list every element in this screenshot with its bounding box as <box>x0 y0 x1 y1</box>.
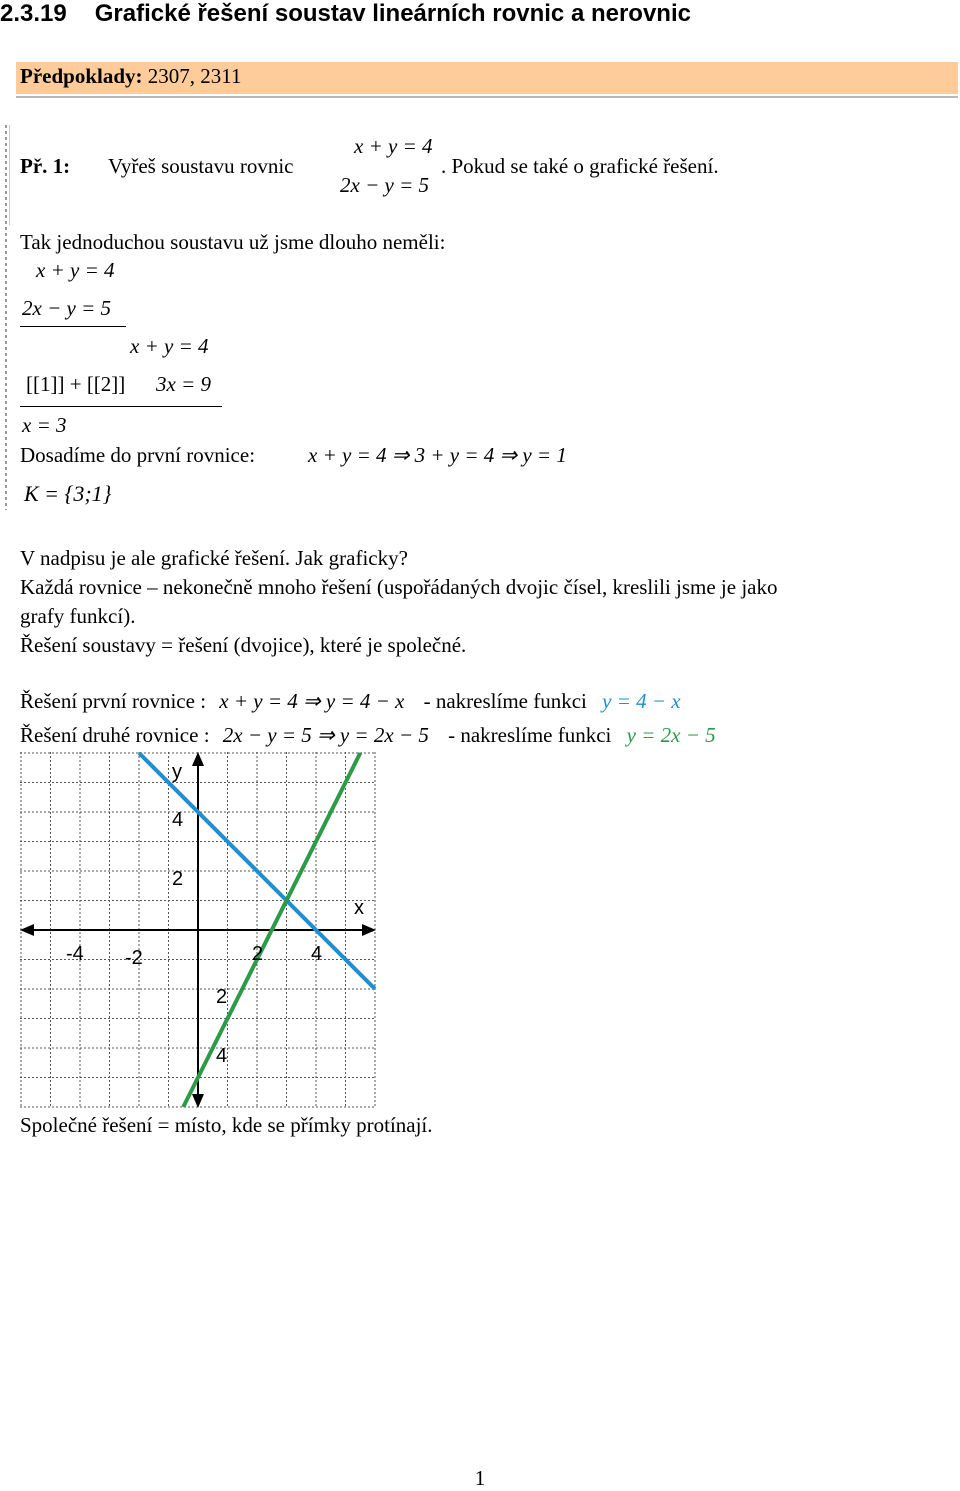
row-eq2-text: 3x = 9 <box>156 372 211 396</box>
substitution-math <box>308 443 567 468</box>
result-x <box>22 413 67 438</box>
row-eq1 <box>130 334 208 359</box>
example-margin-rule <box>5 125 7 510</box>
system-eq1-text: x + y = 4 <box>36 258 115 282</box>
example-eq1-text: x + y = 4 <box>354 134 433 158</box>
result-x-text: x = 3 <box>22 413 67 437</box>
x-axis-label: x <box>354 897 364 919</box>
paragraph-3: Řešení soustavy = řešení (dvojice), které je společné. <box>20 633 467 657</box>
system-underline <box>20 326 126 327</box>
example-margin-rule-inner <box>9 125 10 225</box>
system-eq2-text: 2x − y = 5 <box>22 296 111 320</box>
conclusion: Společné řešení = místo, kde se přímky protínají. <box>20 1113 433 1137</box>
prerequisites-divider <box>16 96 958 98</box>
page-heading <box>0 0 691 28</box>
y-tick-label: 2 <box>216 986 228 1008</box>
section-number: 2.3.19 <box>0 0 67 27</box>
second-equation-line <box>20 723 716 748</box>
x-tick-label: 2 <box>252 943 264 965</box>
first-equation-line <box>20 689 681 714</box>
substitution-text: Dosadíme do první rovnice: <box>20 443 256 467</box>
first-equation-tail: - nakreslíme funkci <box>423 689 587 713</box>
second-equation-label: Řešení druhé rovnice : <box>20 723 210 747</box>
system-eq2 <box>22 296 111 321</box>
first-function: y = 4 − x <box>602 689 681 713</box>
prerequisites-value: 2307, 2311 <box>147 64 242 88</box>
second-equation-tail: - nakreslíme funkci <box>448 723 612 747</box>
y-tick-label: 4 <box>172 809 184 831</box>
first-equation-label: Řešení první rovnice : <box>20 689 207 713</box>
paragraph-2b: grafy funkcí). <box>20 604 136 628</box>
system-eq1 <box>36 258 114 283</box>
example-task: Vyřeš soustavu rovnic <box>108 154 294 178</box>
example-label: Př. 1: <box>20 154 71 178</box>
section-title: Grafické řešení soustav lineárních rovnic a nerovnic <box>94 0 691 27</box>
y-axis-label: y <box>172 761 182 783</box>
page-number: 1 <box>474 1466 486 1490</box>
x-axis-arrow-left <box>20 924 34 936</box>
second-function: y = 2x − 5 <box>626 723 716 747</box>
row-eq1-text: x + y = 4 <box>130 334 209 358</box>
paragraph-2: Každá rovnice – nekonečně mnoho řešení (uspořádaných dvojic čísel, kreslili jsme je jako <box>20 575 778 599</box>
example-eq1 <box>354 134 432 159</box>
paragraph-1: V nadpisu je ale grafické řešení. Jak graficky? <box>20 546 408 570</box>
prerequisites <box>20 64 242 89</box>
x-axis-arrow-right <box>362 924 376 936</box>
x-tick-label: -2 <box>125 947 143 969</box>
graph-axes <box>20 752 376 1108</box>
y-tick-label: 4 <box>216 1045 228 1067</box>
solution-graph <box>20 752 376 1108</box>
x-tick-label: -4 <box>66 943 84 965</box>
example-eq2-text: 2x − y = 5 <box>340 173 429 197</box>
example-eq2 <box>340 173 429 198</box>
example-after: . Pokud se také o grafické řešení. <box>441 154 719 178</box>
y-axis-arrow-up <box>192 752 204 766</box>
solution-set <box>24 481 111 507</box>
substitution-math-text: x + y = 4 ⇒ 3 + y = 4 ⇒ y = 1 <box>308 443 567 467</box>
prerequisites-label: Předpoklady: <box>20 64 143 88</box>
graph-labels <box>66 761 364 1067</box>
solution-set-text: K = {3;1} <box>24 481 112 506</box>
row-underline <box>20 406 222 407</box>
y-axis-arrow-down <box>192 1094 204 1108</box>
row-eq2 <box>156 372 211 397</box>
solution-intro: Tak jednoduchou soustavu už jsme dlouho neměli: <box>20 230 446 254</box>
x-tick-label: 4 <box>311 943 323 965</box>
first-equation-math: x + y = 4 ⇒ y = 4 − x <box>219 689 405 713</box>
row-operation: [[1]] + [[2]] <box>26 372 126 396</box>
second-equation-math: 2x − y = 5 ⇒ y = 2x − 5 <box>222 723 429 747</box>
y-tick-label: 2 <box>172 868 184 890</box>
